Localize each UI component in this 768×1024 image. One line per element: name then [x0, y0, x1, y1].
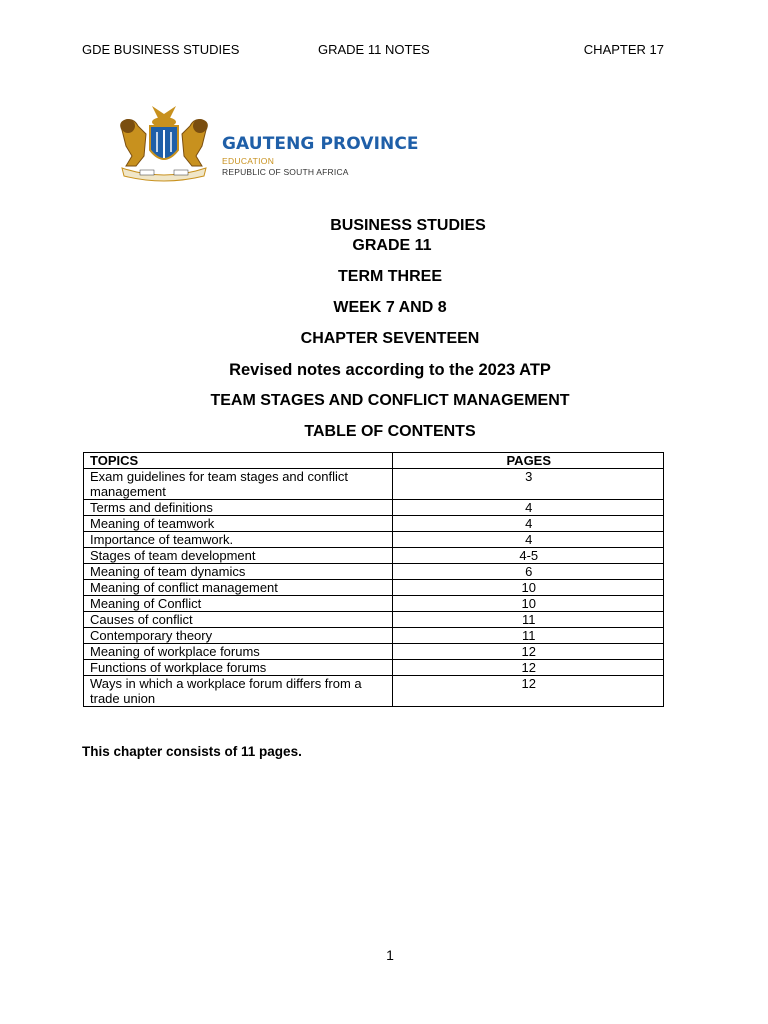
logo-subtitle-country: REPUBLIC OF SOUTH AFRICA: [222, 167, 349, 177]
page-number: 1: [386, 947, 394, 963]
logo-text: [222, 134, 419, 177]
toc-pages: 10: [392, 596, 664, 612]
toc-pages: 11: [392, 628, 664, 644]
toc-topic: Meaning of Conflict: [84, 596, 393, 612]
toc-header-topics: TOPICS: [84, 453, 393, 469]
table-row: [84, 676, 664, 707]
table-row: [84, 580, 664, 596]
table-row: [84, 644, 664, 660]
coat-of-arms-icon: [112, 100, 216, 182]
subject-title: BUSINESS STUDIES: [330, 217, 486, 234]
toc-pages: 4-5: [392, 548, 664, 564]
toc-topic: Functions of workplace forums: [84, 660, 393, 676]
term-title: TERM THREE: [338, 268, 442, 285]
toc-topic: Importance of teamwork.: [84, 532, 393, 548]
table-row: [84, 469, 664, 500]
toc-pages: 3: [392, 469, 664, 500]
logo-title: GAUTENG PROVINCE: [222, 134, 419, 154]
toc-pages: 4: [392, 532, 664, 548]
chapter-title: CHAPTER SEVENTEEN: [300, 330, 480, 347]
revised-notes-title: Revised notes according to the 2023 ATP: [229, 361, 551, 379]
toc-topic: Meaning of teamwork: [84, 516, 393, 532]
toc-topic: Terms and definitions: [84, 500, 393, 516]
table-row: [84, 628, 664, 644]
toc-topic: Meaning of team dynamics: [84, 564, 393, 580]
table-row: [84, 516, 664, 532]
table-row: [84, 500, 664, 516]
toc-title: TABLE OF CONTENTS: [304, 423, 476, 440]
table-row: [84, 596, 664, 612]
toc-topic: Ways in which a workplace forum differs from a trade union: [84, 676, 393, 707]
toc-pages: 11: [392, 612, 664, 628]
logo-subtitle-education: EDUCATION: [222, 156, 275, 166]
header-middle: GRADE 11 NOTES: [318, 42, 430, 57]
toc-topic: Causes of conflict: [84, 612, 393, 628]
table-row: [84, 660, 664, 676]
toc-pages: 4: [392, 500, 664, 516]
toc-pages: 12: [392, 676, 664, 707]
table-row: [84, 548, 664, 564]
table-row: [84, 532, 664, 548]
table-row: [84, 612, 664, 628]
toc-topic: Meaning of conflict management: [84, 580, 393, 596]
header-right: CHAPTER 17: [583, 42, 664, 57]
toc-pages: 6: [392, 564, 664, 580]
topic-title: TEAM STAGES AND CONFLICT MANAGEMENT: [210, 392, 570, 409]
toc-topic: Stages of team development: [84, 548, 393, 564]
gauteng-logo: [112, 100, 419, 182]
toc-pages: 10: [392, 580, 664, 596]
toc-pages: 4: [392, 516, 664, 532]
toc-pages: 12: [392, 660, 664, 676]
toc-topic: Meaning of workplace forums: [84, 644, 393, 660]
chapter-page-count-note: This chapter consists of 11 pages.: [82, 744, 302, 759]
toc-header-row: [84, 453, 664, 469]
toc-pages: 12: [392, 644, 664, 660]
toc-topic: Contemporary theory: [84, 628, 393, 644]
toc-topic: Exam guidelines for team stages and conflict management: [84, 469, 393, 500]
toc-header-pages: PAGES: [392, 453, 664, 469]
table-row: [84, 564, 664, 580]
week-title: WEEK 7 AND 8: [333, 299, 447, 316]
table-of-contents: [83, 452, 664, 707]
grade-title: GRADE 11: [352, 237, 432, 254]
header-left: GDE BUSINESS STUDIES: [82, 42, 240, 57]
